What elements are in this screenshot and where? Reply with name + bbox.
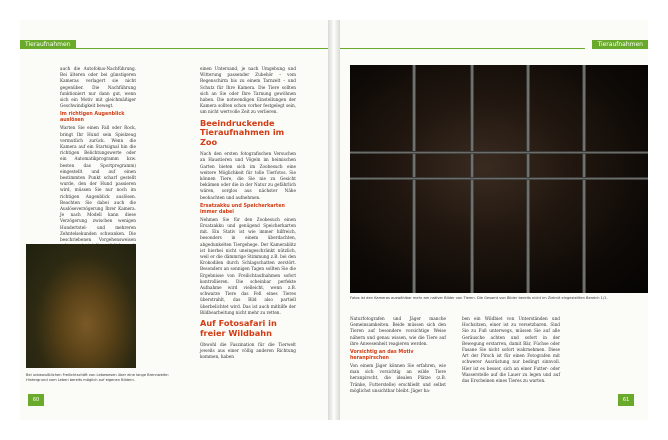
- left-column-1: [60, 66, 136, 242]
- cage-crossbar: [350, 177, 648, 180]
- right-col1-heading: Vorsichtig an das Motiv heranpirschen: [350, 350, 414, 362]
- left-page: [20, 20, 328, 420]
- left-col2-body3: Obwohl die Faszination für die Tierwelt jeweils aus einer völlig anderen Richtung kommen, haben: [200, 342, 296, 360]
- right-photo-caption: Fotos ist den Kameras auswählbar mehr am nativer Bilder von Tieren. Die Gesamt von Bilder bereits nicht im Zielmit eingestellten Bereich 1/1.: [350, 296, 608, 300]
- right-col1-body: Von einem Jäger können Sie erfahren, wie man sich vorsichtig an wilde Tiere heranpirscht, die idealen Plätze (z.B. Tränke, Futterstelle) erschließt und selbst möglichst unsichtbar bleibt. Jäger ha-: [350, 363, 446, 393]
- right-page: [340, 20, 648, 420]
- left-col2-heading: Beeindruckende Tieraufnahmen im Zoo: [200, 117, 285, 147]
- left-photo-caption: Bei unbewußtlichen Freilichtschäft von Lebewesen über eine lange Brennweite: Hintergrund vom Leben bereits möglich auf eigenen Bildern.: [26, 373, 169, 382]
- left-col2-body2: Nehmen Sie für den Zoobesuch einen Ersatzakku und genügend Speicherkarten mit. Ein Stativ ist wie immer hilfreich, besonders in einem überdachten, abgedunkelten Tiergehege. Der Kamerablitz ist hierbei nicht uneingeschränkt nützlich, weil er die dämmrige Stimmung z.B. bei den Krokodilen durch Schlagschatten zerstört. Besonders an sonnigen Tagen sollten Sie die Ergebnisse von Freilichtaufnahmen sofort kontrollieren. Die scheinbar perfekte Aufnahme wird vielleicht, wenn z.B. schwarze Tiere das Fell eines Tieres überstrahlt, das Bild also partiell überbelichtet wird. Das ist auch mithilfe der Bildbearbeitung nicht mehr zu retten.: [200, 216, 296, 315]
- cage-crossbar: [350, 151, 648, 154]
- left-col2-subheading: Ersatzakku und Speicherkarten immer dabei: [200, 203, 285, 215]
- left-column-2: [200, 66, 296, 418]
- page-number-left: 60: [28, 394, 44, 406]
- section-tag-left: Tieraufnahmen: [20, 40, 76, 49]
- left-col1-heading: Im richtigen Augenblick auslösen: [60, 112, 125, 124]
- left-col2-intro: einen Untersand, je nach Umgebung und Witterung passender Zubehör – vom Regenschirm bis zu einem Tarnzelt – und Schutz für Ihre Kamera. Die Tiere sollten sich an Sie oder Ihre Tarnung gewöhnen haben. Die notwendigen Einstellungen der Kamera sollten schon vorher festgelegt sein, um nicht wertvolle Zeit zu verlieren.: [200, 66, 296, 115]
- left-col2-body1: Nach den ersten fotografischen Versuchen an Haustieren und Vögeln im heimischen Garten bieten sich im Zoobesuch eine weitere Möglichkeit für tolle Tierfotos. Sie können Tiere, die Sie nie zu Gesicht bekämen oder die in der Natur zu gefährlich wären, sorglos aus nächster Nähe beobachten und aufnehmen.: [200, 151, 296, 200]
- right-column-1: [350, 316, 446, 404]
- right-photo: [350, 65, 648, 293]
- book-gutter: [328, 20, 340, 420]
- page-number-right: 61: [618, 394, 634, 406]
- left-col1-intro: auch die Autofokus-Nachführung. Bei älteren oder bei günstigeren Kameras verlagert sie nicht gegenüber. Die Nachführung funktioniert nur dann gut, wenn sich ein Motiv mit gleichmäßiger Geschwindigkeit bewegt.: [60, 66, 136, 109]
- right-column-2: [462, 316, 560, 404]
- header-rule-left: [67, 48, 328, 49]
- section-tag-right: Tieraufnahmen: [592, 40, 648, 49]
- right-col2-body: ben ein Wildbiet von Unterständen und Hochsitzen, einer ist zu versetzbaren. Sind Sie zu Fuß unterwegs, müssen Sie auf alle Geräusche achten und sofort in der Bewegung erstarren, damit Bär, Füchse oder Fasane Sie nicht sofort wahrnehmen. Diese Art der Pirsch ist für einen Fotografen mit schwerer Ausrüstung nur bedingt sinnvoll. Hier ist es besser, sich an einer Futter- oder Wasserstelle auf die Lauer zu legen und auf das Erscheinen eines Tieres zu warten.: [462, 316, 560, 384]
- left-col1-body: Warten Sie einen Fall oder Rock, bringt Ihr Hund sein Spielzeug vermutlich zurück. Wenn die Kamera auf ein Startsignal hin die richtigen Belichtungswerte oder ein Automatikprogramm bzw. besten das Sportprogramm) eingestellt und auf einen bestimmten Punkt scharf gestellt wurde, den der Hund passieren wird, müssen Sie nur noch im richtigen Augenblick auslösen. Beachten Sie dabei auch die Auslöseverzögerung Ihrer Kamera. Je nach Modell kann diese Verzögerung zwischen wenigen Hundertstel- und mehreren Zehntelsekunden schwanken. Die beschriebenen Vorgehensweisen: [60, 125, 136, 243]
- left-photo: [26, 244, 136, 368]
- header-rule-right: [340, 48, 585, 49]
- right-col1-intro: Naturfotografen und Jäger manche Gemeinsamkeiten. Beide müssen sich den Tieren auf besondere vorsichtige Weise nähern und genau wissen, wie die Tiere auf ihre Anwesenheit reagieren werden.: [350, 316, 446, 346]
- left-col2-heading2: Auf Fotosafari in freier Wildbahn: [200, 318, 277, 338]
